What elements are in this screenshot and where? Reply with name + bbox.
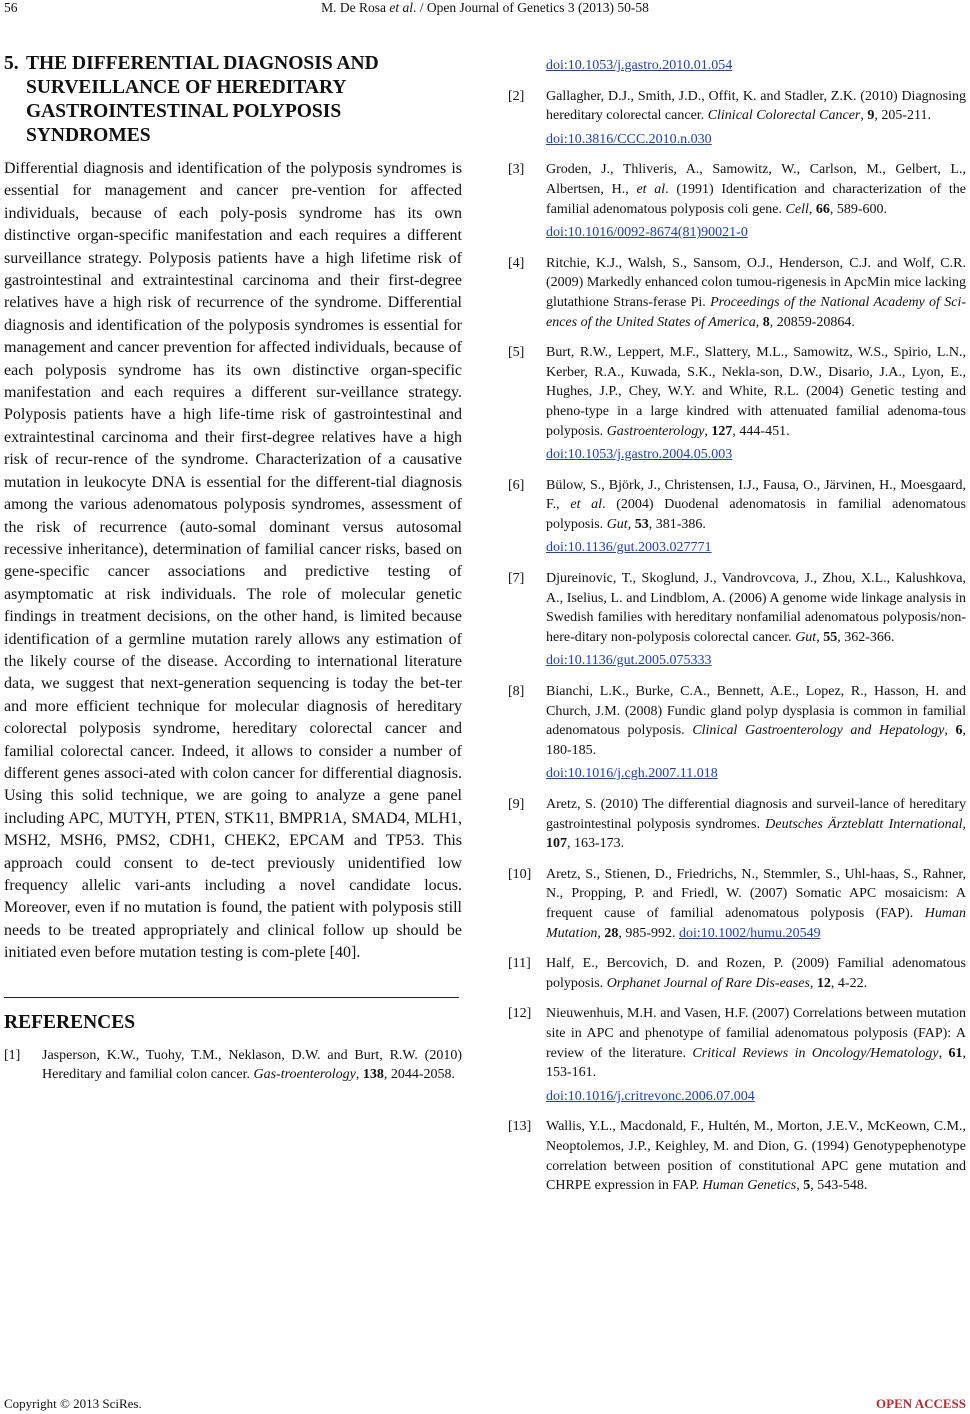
reference-etal: et al: [570, 497, 603, 513]
reference-journal: Clinical Colorectal Cancer: [707, 108, 861, 124]
section-title-line: SYNDROMES: [26, 125, 151, 146]
section-title-line: THE DIFFERENTIAL DIAGNOSIS AND: [26, 53, 379, 74]
reference-volume: 107: [546, 836, 567, 852]
doi-link[interactable]: doi:10.1002/humu.20549: [679, 925, 821, 941]
reference-item: [2] Gallagher, D.J., Smith, J.D., Offit, K. and Stadler, Z.K. (2010) Diagnosing hereditary colorectal cancer. Clinical Colorectal Cancer, 9, 205-211. doi:10.3816/CCC.2010.n.030: [508, 87, 966, 150]
reference-etal: et al: [636, 181, 666, 197]
doi-line: [546, 647, 966, 671]
doi-link[interactable]: doi:10.1053/j.gastro.2004.05.003: [546, 447, 733, 463]
reference-journal: Human Mutation: [546, 905, 966, 941]
reference-number: [7]: [508, 571, 525, 587]
reference-number: [2]: [508, 88, 525, 104]
reference-number: [11]: [508, 956, 531, 972]
left-column: [4, 52, 462, 1096]
references-title: REFERENCES: [4, 1011, 136, 1033]
reference-list-left: [4, 1046, 462, 1085]
doi-line: [546, 1083, 966, 1107]
doi-link[interactable]: doi:10.1016/0092-8674(81)90021-0: [546, 225, 748, 241]
reference-volume: 66: [815, 201, 830, 217]
reference-volume: 61: [948, 1045, 963, 1061]
reference-journal: Deutsches Ärzteblatt International: [765, 816, 963, 832]
section-title: [4, 52, 462, 148]
reference-number: [12]: [508, 1006, 532, 1022]
reference-volume: 5: [803, 1178, 811, 1194]
reference-item: [11] Half, E., Bercovich, D. and Rozen, P. (2009) Familial adenomatous polyposis. Orphanet Journal of Rare Dis-eases, 12, 4-22.: [508, 956, 966, 991]
reference-number: [10]: [508, 866, 532, 882]
reference-journal: Gut: [606, 516, 628, 532]
reference-item: [3] Groden, J., Thliveris, A., Samowitz, W., Carlson, M., Gelbert, L., Albertsen, H., et al. (1991) Identification and characterization of the familial adenomatous polyposis coli gene. Cell, 66, 589-600. doi:10.1016/0092-8674(81)90021-0: [508, 160, 966, 242]
reference-item: [8] Bianchi, L.K., Burke, C.A., Bennett, A.E., Lopez, R., Hasson, H. and Church, J.M. (2008) Fundic gland polyp dysplasia is common in familial adenomatous polyposis. Clinical Gastroenterology and Hepatology, 6, 180-185. doi:10.1016/j.cgh.2007.11.018: [508, 682, 966, 784]
reference-journal: Human Genetics: [702, 1178, 797, 1194]
reference-volume: 127: [711, 423, 733, 439]
divider: [4, 997, 459, 998]
reference-item: [10] Aretz, S., Stienen, D., Friedrichs, N., Stemmler, S., Uhl-haas, S., Rahner, N., Propping, P. and Friedl, W. (2007) Somatic APC mosaicism: A frequent cause of familial adenomatous polyposis (FAP). Human Mutation, 28, 985-992. doi:10.1002/humu.20549: [508, 866, 966, 941]
doi-link[interactable]: doi:10.1053/j.gastro.2010.01.054: [546, 58, 733, 73]
section-number: 5.: [4, 53, 19, 74]
reference-item: [7] Djureinovic, T., Skoglund, J., Vandrovcova, J., Zhou, X.L., Kalushkova, A., Iselius, L. and Lindblom, A. (2006) A genome wide linkage analysis in Swedish families with hereditary nonfamilial adenomatous polyposis/non-here-ditary non-polyposis colorectal cancer. Gut, 55, 362-366. doi:10.1136/gut.2005.075333: [508, 569, 966, 671]
section-title-line: GASTROINTESTINAL POLYPOSIS: [26, 101, 342, 122]
reference-number: [3]: [508, 162, 525, 178]
reference-journal: Cell: [785, 201, 809, 217]
reference-number: [1]: [4, 1047, 21, 1063]
reference-number: [8]: [508, 684, 525, 700]
reference-number: [5]: [508, 345, 525, 361]
reference-item: [9] Aretz, S. (2010) The differential diagnosis and surveil-lance of hereditary gastrointestinal polyposis syndromes. Deutsches Ärzteblatt International, 107, 163-173.: [508, 797, 966, 852]
reference-volume: 53: [634, 516, 649, 532]
reference-volume: 9: [867, 108, 875, 124]
reference-volume: 138: [362, 1067, 384, 1083]
reference-item: [1] Jasperson, K.W., Tuohy, T.M., Neklason, D.W. and Burt, R.W. (2010) Hereditary and familial colon cancer. Gas-troenterology, 138, 2044-2058.: [4, 1047, 462, 1083]
right-column: [508, 52, 966, 1207]
doi-link[interactable]: doi:10.1016/j.cgh.2007.11.018: [546, 766, 718, 782]
reference-item: [12] Nieuwenhuis, M.H. and Vasen, H.F. (2007) Correlations between mutation site in APC and phenotype of familial adenomatous polyposis (FAP): A review of the literature. Critical Reviews in Oncology/Hematology, 61, 153-161. doi:10.1016/j.critrevonc.2006.07.004: [508, 1004, 966, 1106]
doi-link[interactable]: doi:10.1136/gut.2005.075333: [546, 653, 712, 669]
doi-line: [546, 219, 966, 243]
reference-volume: 28: [604, 925, 619, 941]
reference-number: [13]: [508, 1119, 532, 1135]
reference-number: [4]: [508, 255, 525, 271]
open-access-label: OPEN ACCESS: [876, 1396, 966, 1411]
reference-number: [9]: [508, 797, 525, 812]
copyright: Copyright © 2013 SciRes.: [4, 1396, 142, 1411]
reference-item: [4] Ritchie, K.J., Walsh, S., Sansom, O.J., Henderson, C.J. and Wolf, C.R. (2009) Markedly enhanced colon tumou-rigenesis in ApcMin mice lacking glutathione Strans-ferase Pi. Proceedings of the National Academy of Sci-ences of the United States of America, 8, 20859-20864.: [508, 255, 966, 330]
reference-journal: Gas-troenterology: [253, 1067, 356, 1083]
reference-journal: Clinical Gastroenterology and Hepatology: [692, 723, 945, 739]
reference-volume: 8: [762, 314, 770, 330]
reference-journal: Gut: [795, 629, 817, 645]
running-header: [0, 0, 970, 22]
doi-line: [546, 760, 966, 784]
reference-journal: Orphanet Journal of Rare Dis-eases: [606, 975, 810, 991]
doi-link[interactable]: doi:10.1136/gut.2003.027771: [546, 540, 712, 556]
reference-number: [6]: [508, 477, 525, 493]
running-title: M. De Rosa et al. / Open Journal of Genetics 3 (2013) 50-58: [321, 0, 649, 15]
doi-line: [546, 52, 966, 76]
reference-item: [5] Burt, R.W., Leppert, M.F., Slattery, M.L., Samowitz, W.S., Spirio, L.N., Kerber, R.A., Kuwada, S.K., Nekla-son, D.W., Disario, J.A., Lyon, E., Hughes, J.P., Chey, W.Y. and White, R.L. (2004) Genetic testing and pheno-type in a large kindred with attenuated familial adenoma-tous polyposis. Gastroenterology, 127, 444-451. doi:10.1053/j.gastro.2004.05.003: [508, 343, 966, 465]
reference-volume: 12: [816, 975, 831, 991]
page-number: 56: [4, 0, 18, 15]
reference-journal: Proceedings of the National Academy of Sci-ences of the United States of America: [546, 294, 966, 330]
doi-link[interactable]: doi:10.1016/j.critrevonc.2006.07.004: [546, 1088, 755, 1104]
section-paragraph: Differential diagnosis and identification of the polyposis syndromes is essential for management and cancer pre-vention for affected individuals, because of each poly-posis syndrome has its own distinctive organ-specific manifestation and each requires a different surveillance strategy. Polyposis patients have a high lifetime risk of gastrointestinal and extraintestinal carcinoma and their first-degree relatives have a high risk of recurrence of the syndrome. Differential diagnosis and identification of the polyposis syndromes is essential for management and cancer prevention for affected individuals, because of each polyposis syndrome has its own distinctive organ-specific manifestation and each requires a different sur-veillance strategy. Polyposis patients have a high life-time risk of gastrointestinal and extraintestinal carcinoma and their first-degree relatives have a high risk of recur-rence of the syndrome. Characterization of a causative mutation in leukocyte DNA is essential for the different-tial diagnosis among the various adenomatous polyposis syndromes, assessment of the risk of recurrence (auto-somal dominant versus autosomal recessive inheritance), determination of familial cancer risks, based on gene-specific cancer associations and predictive testing of asymptomatic at risk individuals. The role of molecular genetic findings in treatment decisions, on the other hand, is limited because identification of a germline mutation rarely allows any estimation of the likely course of the disease. According to international literature data, we suggest that next-generation sequencing is today the bet-ter and more efficient technique for molecular diagnosis of hereditary colorectal polyposis syndrome, hereditary colorectal cancer and familial colorectal cancer. Indeed, it allows to consider a number of different genes associ-ated with colon cancer for differential diagnosis. Using this solid technique, we are going to analyze a gene panel including APC, MUTYH, PTEN, STK11, BMPR1A, SMAD4, MLH1, MSH2, MSH6, PMS2, CDH1, CHEK2, EPCAM and TP53. This approach could consent to de-tect previously unidentified low frequency allelic vari-ants including a novel candidate locus. Moreover, even if no mutation is found, the patient with polyposis still needs to be treated appropriately and clinical follow up should be initiated even before mutation testing is com-plete [40].: [4, 160, 462, 962]
reference-list-right: [508, 52, 966, 1196]
reference-journal: Gastroenterology: [606, 423, 705, 439]
reference-volume: 6: [955, 723, 963, 739]
reference-item: [6] Bülow, S., Björk, J., Christensen, I.J., Fausa, O., Järvinen, H., Moesgaard, F., et al. (2004) Duodenal adenomatosis in familial adenomatous polyposis. Gut, 53, 381-386. doi:10.1136/gut.2003.027771: [508, 476, 966, 558]
reference-item: [508, 52, 966, 76]
section-title-line: SURVEILLANCE OF HEREDITARY: [26, 77, 347, 98]
doi-line: [546, 441, 966, 465]
reference-journal: Critical Reviews in Oncology/Hematology: [692, 1045, 939, 1061]
reference-volume: 55: [823, 629, 838, 645]
doi-line: [546, 534, 966, 558]
doi-line: [546, 126, 966, 150]
doi-link[interactable]: doi:10.3816/CCC.2010.n.030: [546, 131, 712, 147]
reference-item: [13] Wallis, Y.L., Macdonald, F., Hultén, M., Morton, J.E.V., McKeown, C.M., Neoptolemos, J.P., Keighley, M. and Dion, G. (1994) Genotypephenotype correlation between position of constitutional APC gene mutation and CHRPE expression in FAP. Human Genetics, 5, 543-548.: [508, 1119, 966, 1194]
